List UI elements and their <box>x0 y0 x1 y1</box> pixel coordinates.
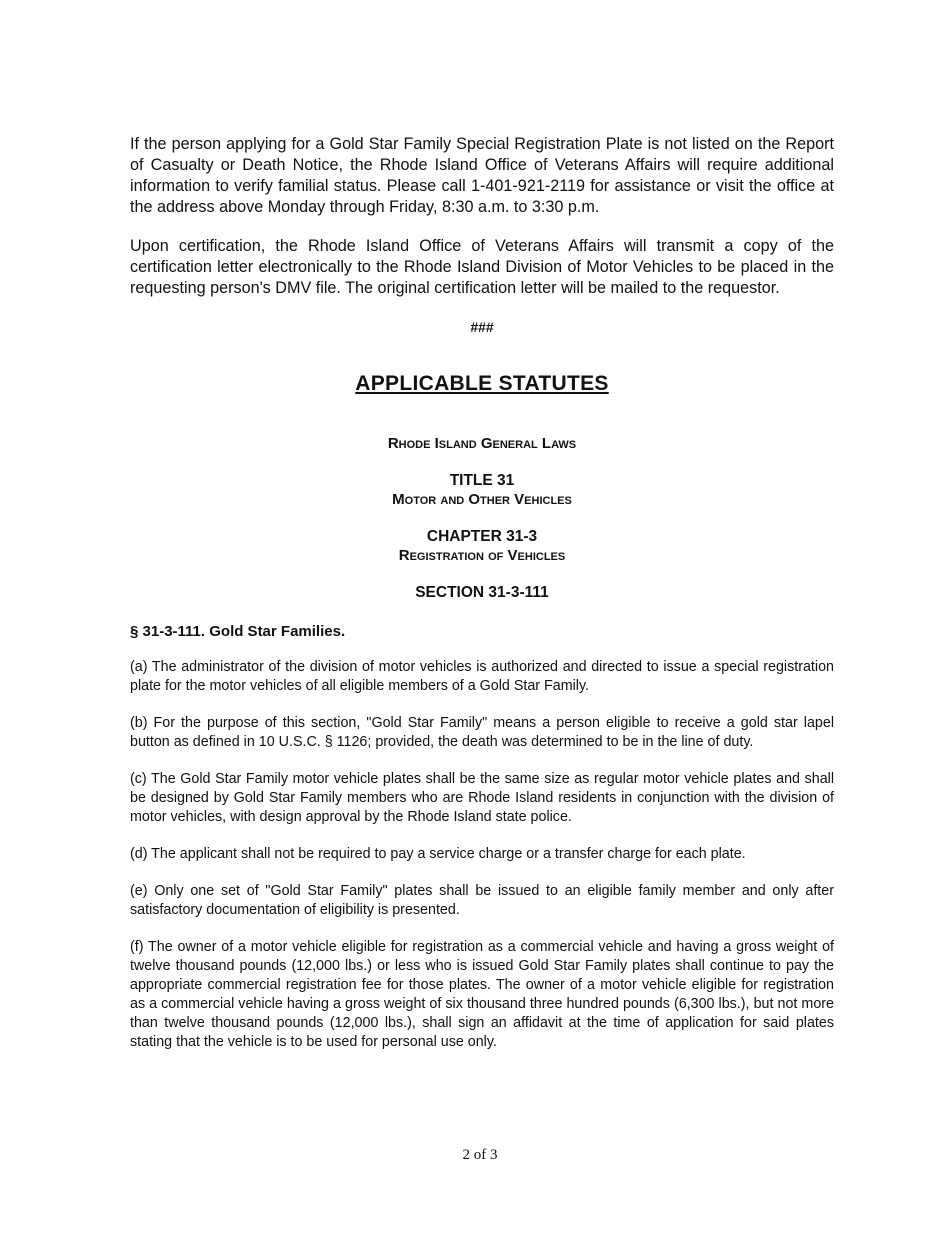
clause-e: (e) Only one set of "Gold Star Family" plates shall be issued to an eligible family member and only after satisfactory documentation of eligibility is presented. <box>130 883 834 918</box>
clause-a: (a) The administrator of the division of motor vehicles is authorized and directed to issue a special registration plate for the motor vehicles of all eligible members of a Gold Star Family. <box>130 659 834 694</box>
chapter-name: Registration of Vehicles <box>398 547 566 564</box>
intro-section <box>130 134 834 299</box>
title-number: TITLE 31 <box>449 472 515 489</box>
clause-c: (c) The Gold Star Family motor vehicle plates shall be the same size as regular motor vehicle plates and shall be designed by Gold Star Family members who are Rhode Island residents in conjunction with the division of motor vehicles, with design approval by the Rhode Island state police. <box>130 771 834 825</box>
title-name: Motor and Other Vehicles <box>392 491 572 508</box>
chapter-number: CHAPTER 31-3 <box>426 528 538 545</box>
document-page <box>130 134 834 1052</box>
page-number: 2 of 3 <box>462 1147 498 1163</box>
section-separator: ### <box>470 319 494 335</box>
intro-paragraph-2: Upon certification, the Rhode Island Office of Veterans Affairs will transmit a copy of the certification letter electronically to the Rhode Island Division of Motor Vehicles to be placed in the requesting person's DMV file. The original certification letter will be mailed to the requestor. <box>130 237 834 297</box>
section-number: SECTION 31-3-111 <box>415 584 549 601</box>
page-title: APPLICABLE STATUTES <box>355 372 609 395</box>
clause-d: (d) The applicant shall not be required to pay a service charge or a transfer charge for each plate. <box>130 846 746 862</box>
law-header: Rhode Island General Laws <box>387 435 577 452</box>
section-heading: § 31-3-111. Gold Star Families. <box>130 623 346 640</box>
statute-clauses <box>130 658 834 1052</box>
clause-f: (f) The owner of a motor vehicle eligible for registration as a commercial vehicle and having a gross weight of twelve thousand pounds (12,000 lbs.) or less who is issued Gold Star Family plates shall continue to pay the appropriate commercial registration fee for those plates. The owner of a motor vehicle eligible for registration as a commercial vehicle having a gross weight of six thousand three hundred pounds (6,300 lbs.), but not more than twelve thousand pounds (12,000 lbs.), shall sign an affidavit at the time of application for said plates stating that the vehicle is to be used for personal use only. <box>130 939 834 1050</box>
clause-b: (b) For the purpose of this section, "Gold Star Family" means a person eligible to receive a gold star lapel button as defined in 10 U.S.C. § 1126; provided, the death was determined to be in the line of duty. <box>130 715 834 750</box>
intro-paragraph-1: If the person applying for a Gold Star Family Special Registration Plate is not listed on the Report of Casualty or Death Notice, the Rhode Island Office of Veterans Affairs will require additional information to verify familial status. Please call 1-401-921-2119 for assistance or visit the office at the address above Monday through Friday, 8:30 a.m. to 3:30 p.m. <box>130 135 834 216</box>
